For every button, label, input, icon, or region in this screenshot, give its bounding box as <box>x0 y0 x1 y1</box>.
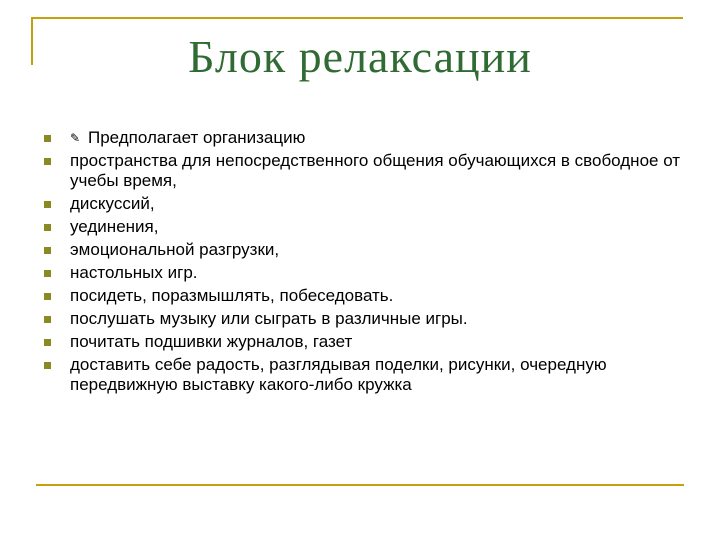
list-item-text: пространства для непосредственного общения обучающихся в свободное от учебы время, <box>70 151 681 190</box>
frame-top-line <box>31 17 683 19</box>
list-item-text: почитать подшивки журналов, газет <box>70 332 353 351</box>
frame-bottom-line <box>36 484 684 486</box>
square-bullet-icon <box>44 135 51 142</box>
list-item-text: дискуссий, <box>70 194 155 213</box>
pencil-icon: ✎ <box>70 131 81 145</box>
list-item <box>44 151 684 191</box>
list-item-text: уединения, <box>70 217 159 236</box>
list-item <box>44 263 684 283</box>
list-item <box>44 355 684 395</box>
list-item-text: Предполагает организацию <box>88 128 306 147</box>
square-bullet-icon <box>44 293 51 300</box>
square-bullet-icon <box>44 270 51 277</box>
list-item-text: посидеть, поразмышлять, побеседовать. <box>70 286 394 305</box>
square-bullet-icon <box>44 362 51 369</box>
square-bullet-icon <box>44 158 51 165</box>
list-item-text: доставить себе радость, разглядывая поделки, рисунки, очередную передвижную выставку какого-либо кружка <box>70 355 607 394</box>
list-item <box>44 309 684 329</box>
list-item <box>44 286 684 306</box>
square-bullet-icon <box>44 201 51 208</box>
bullet-list <box>44 128 684 398</box>
slide-title: Блок релаксации <box>188 31 532 82</box>
list-item <box>44 332 684 352</box>
list-item-text: настольных игр. <box>70 263 198 282</box>
list-item <box>44 128 684 148</box>
square-bullet-icon <box>44 247 51 254</box>
square-bullet-icon <box>44 316 51 323</box>
list-item-text: послушать музыку или сыграть в различные игры. <box>70 309 468 328</box>
list-item <box>44 217 684 237</box>
list-item <box>44 194 684 214</box>
list-item-text: эмоциональной разгрузки, <box>70 240 280 259</box>
list-item <box>44 240 684 260</box>
square-bullet-icon <box>44 339 51 346</box>
square-bullet-icon <box>44 224 51 231</box>
